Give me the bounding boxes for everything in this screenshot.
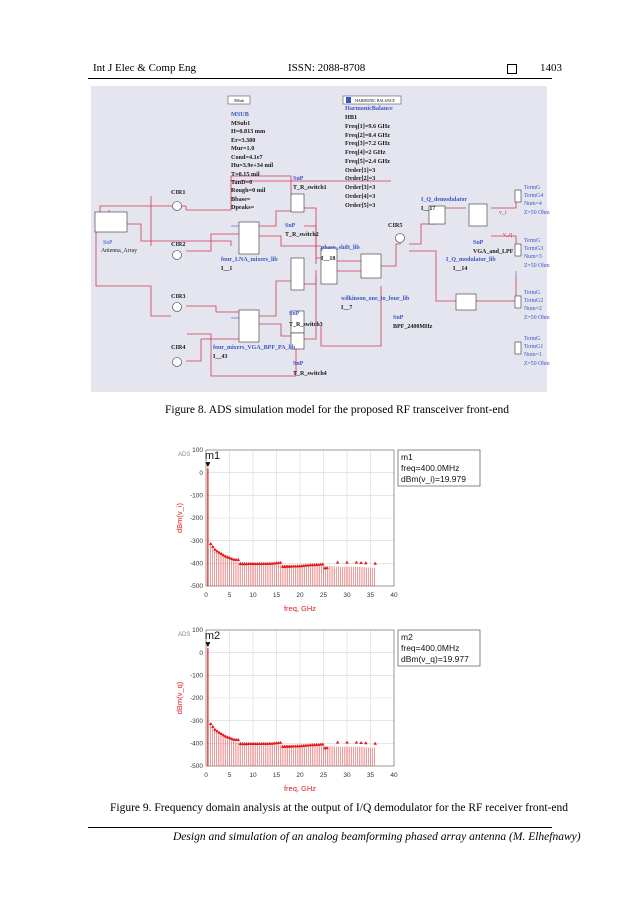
svg-text:Z=50 Ohm: Z=50 Ohm bbox=[524, 361, 550, 367]
y-tick-label: -200 bbox=[189, 695, 203, 703]
cir1-label: CIR1 bbox=[171, 189, 186, 196]
svg-text:HarmonicBalance: HarmonicBalance bbox=[345, 105, 393, 112]
spectrum-point bbox=[355, 561, 359, 564]
schematic-background bbox=[91, 86, 547, 392]
y-tick-label: 0 bbox=[199, 469, 203, 477]
svg-text:SnP: SnP bbox=[293, 361, 304, 367]
svg-text:Dpeaks=: Dpeaks= bbox=[231, 204, 255, 211]
spectrum-series bbox=[209, 542, 377, 586]
v-i-node: v_i bbox=[499, 210, 507, 216]
spectrum-point bbox=[359, 561, 363, 564]
svg-text:Bbase=: Bbase= bbox=[231, 196, 251, 203]
svg-text:T=0.15 mil: T=0.15 mil bbox=[231, 171, 260, 178]
x-tick-label: 10 bbox=[249, 592, 257, 599]
spectrum-point bbox=[325, 746, 329, 749]
x-tick-label: 35 bbox=[366, 592, 375, 599]
figure-8-schematic bbox=[91, 86, 550, 392]
svg-text:TermG: TermG bbox=[524, 290, 541, 296]
bpf-label: BPF_2400MHz bbox=[393, 324, 433, 330]
svg-text:SnP: SnP bbox=[293, 176, 304, 182]
marker-name: m2 bbox=[204, 630, 221, 642]
term4-name: TermG4 bbox=[524, 193, 544, 199]
v-q-node: v_q bbox=[503, 232, 512, 238]
svg-text:Freq[1]=9.6 GHz: Freq[1]=9.6 GHz bbox=[345, 123, 390, 130]
phase-shift-label: phase_shift_lib bbox=[321, 245, 360, 251]
svg-text:I__43: I__43 bbox=[213, 354, 228, 360]
svg-text:HARMONIC BALANCE: HARMONIC BALANCE bbox=[355, 99, 395, 103]
cir4-label: CIR4 bbox=[171, 344, 186, 351]
svg-text:Order[5]=3: Order[5]=3 bbox=[345, 202, 376, 209]
x-tick-label: 20 bbox=[296, 592, 304, 599]
svg-text:SnP: SnP bbox=[289, 311, 300, 317]
svg-text:MSub: MSub bbox=[234, 98, 244, 103]
cir2-label: CIR2 bbox=[171, 241, 186, 248]
svg-text:Freq[4]=2 GHz: Freq[4]=2 GHz bbox=[345, 149, 386, 156]
svg-text:MSUB: MSUB bbox=[231, 111, 249, 118]
svg-text:Z=50 Ohm: Z=50 Ohm bbox=[524, 315, 550, 321]
svg-text:I__17: I__17 bbox=[421, 206, 436, 212]
svg-text:SnP: SnP bbox=[285, 223, 296, 229]
svg-text:SnP: SnP bbox=[393, 315, 404, 321]
svg-text:Hu=3.9e+34 mil: Hu=3.9e+34 mil bbox=[231, 162, 274, 169]
svg-text:MSub1: MSub1 bbox=[231, 120, 251, 127]
cir5-label: CIR5 bbox=[388, 222, 403, 229]
running-footer: Design and simulation of an analog beamforming phased array antenna (M. Elhefnawy) bbox=[173, 831, 581, 843]
svg-text:HB1: HB1 bbox=[345, 114, 358, 121]
svg-text:Order[3]=3: Order[3]=3 bbox=[345, 184, 376, 191]
svg-text:TanD=0: TanD=0 bbox=[231, 179, 253, 186]
bpf-block bbox=[456, 294, 476, 310]
figure-9-caption: Figure 9. Frequency domain analysis at the output of I/Q demodulator for the RF receiver front-end bbox=[110, 802, 568, 814]
marker-readout-name: m1 bbox=[401, 452, 413, 462]
spectrum-point bbox=[355, 741, 359, 744]
switch4-label: T_R_switch4 bbox=[293, 371, 327, 377]
marker-readout-name: m2 bbox=[401, 632, 413, 642]
vga-lpf-label: VGA_and_LPF bbox=[473, 249, 514, 255]
spectrum-point bbox=[364, 741, 368, 744]
y-axis-label: dBm(v_q) bbox=[175, 681, 184, 715]
svg-text:Z=50 Ohm: Z=50 Ohm bbox=[524, 210, 550, 216]
svg-text:Freq[5]=2.4 GHz: Freq[5]=2.4 GHz bbox=[345, 158, 390, 165]
spectrum-point bbox=[345, 741, 349, 744]
spectrum-point bbox=[209, 722, 213, 725]
spectrum-point bbox=[213, 548, 217, 551]
y-tick-label: -300 bbox=[189, 717, 203, 725]
x-tick-label: 5 bbox=[227, 772, 232, 779]
x-axis-label: freq, GHz bbox=[283, 604, 317, 613]
spectrum-point bbox=[209, 542, 213, 545]
svg-text:Er=3.380: Er=3.380 bbox=[231, 137, 256, 144]
chart-v-q bbox=[160, 620, 500, 798]
figure-8-caption: Figure 8. ADS simulation model for the proposed RF transceiver front-end bbox=[165, 404, 509, 416]
x-tick-label: 40 bbox=[390, 592, 398, 599]
spectrum-point bbox=[345, 561, 349, 564]
y-tick-label: -300 bbox=[189, 537, 203, 545]
y-tick-label: 0 bbox=[199, 649, 203, 657]
wilkinson-label: wilkinson_one_to_four_lib bbox=[341, 296, 410, 302]
x-tick-label: 25 bbox=[319, 592, 328, 599]
svg-text:Order[4]=3: Order[4]=3 bbox=[345, 193, 376, 200]
spectrum-series bbox=[209, 722, 377, 766]
spectrum-point bbox=[336, 561, 340, 564]
marker-readout-freq: freq=400.0MHz bbox=[401, 643, 460, 653]
x-tick-label: 30 bbox=[343, 592, 351, 599]
y-tick-label: -100 bbox=[189, 492, 203, 500]
y-tick-label: 100 bbox=[192, 627, 203, 635]
y-tick-label: -400 bbox=[189, 740, 203, 748]
ads-tag: ADS bbox=[178, 452, 191, 458]
antenna-label: Antenna_Array bbox=[101, 248, 138, 254]
footer-rule bbox=[88, 827, 552, 828]
y-tick-label: -100 bbox=[189, 672, 203, 680]
svg-text:TermG: TermG bbox=[524, 336, 541, 342]
chart-v-i bbox=[160, 440, 500, 618]
switch1-label: T_R_switch1 bbox=[293, 185, 327, 191]
pa-label: four_mixers_VGA_BPF_PA_lib bbox=[213, 345, 296, 351]
svg-text:I__14: I__14 bbox=[453, 266, 468, 272]
svg-text:Cond=4.1e7: Cond=4.1e7 bbox=[231, 154, 263, 161]
spectrum-point bbox=[336, 741, 340, 744]
y-tick-label: -500 bbox=[189, 763, 203, 771]
svg-text:TermG: TermG bbox=[524, 238, 541, 244]
svg-text:Num=1: Num=1 bbox=[524, 352, 542, 358]
x-tick-label: 15 bbox=[272, 592, 281, 599]
x-tick-label: 0 bbox=[204, 772, 208, 779]
vga-lpf-block bbox=[469, 204, 487, 226]
x-tick-label: 25 bbox=[319, 772, 328, 779]
y-axis-label: dBm(v_i) bbox=[175, 502, 184, 534]
spectrum-point bbox=[321, 742, 325, 745]
marker-readout-value: dBm(v_i)=19.979 bbox=[401, 474, 466, 484]
spectrum-point bbox=[279, 561, 283, 564]
x-tick-label: 5 bbox=[227, 592, 232, 599]
svg-text:I__18: I__18 bbox=[321, 256, 336, 262]
term3-name: TermG3 bbox=[524, 246, 544, 252]
checkbox-square-icon bbox=[507, 64, 517, 74]
spectrum-point bbox=[211, 545, 215, 548]
svg-text:Rough=0 mil: Rough=0 mil bbox=[231, 187, 266, 194]
spectrum-point bbox=[321, 562, 325, 565]
wilkinson-block bbox=[361, 254, 381, 278]
spectrum-point bbox=[359, 741, 363, 744]
term1-name: TermG1 bbox=[524, 344, 544, 350]
svg-text:SnP: SnP bbox=[473, 240, 484, 246]
x-tick-label: 10 bbox=[249, 772, 257, 779]
phase-shift-block bbox=[321, 248, 337, 284]
term2-name: TermG2 bbox=[524, 298, 544, 304]
svg-text:Num=4: Num=4 bbox=[524, 201, 542, 207]
pa-block bbox=[239, 310, 259, 342]
spectrum-point bbox=[279, 741, 283, 744]
journal-name: Int J Elec & Comp Eng bbox=[93, 62, 196, 74]
svg-text:Num=3: Num=3 bbox=[524, 254, 542, 260]
svg-text:H=0.813 mm: H=0.813 mm bbox=[231, 128, 266, 135]
marker-readout-freq: freq=400.0MHz bbox=[401, 463, 460, 473]
cir3-label: CIR3 bbox=[171, 293, 186, 300]
x-tick-label: 20 bbox=[296, 772, 304, 779]
spectrum-point bbox=[211, 725, 215, 728]
x-tick-label: 15 bbox=[272, 772, 281, 779]
issn: ISSN: 2088-8708 bbox=[288, 62, 366, 74]
svg-text:I__1: I__1 bbox=[221, 266, 233, 272]
svg-text:TermG: TermG bbox=[524, 185, 541, 191]
header-rule bbox=[88, 78, 552, 79]
y-tick-label: 100 bbox=[192, 447, 203, 455]
x-axis-label: freq, GHz bbox=[283, 784, 317, 793]
y-tick-label: -500 bbox=[189, 583, 203, 591]
page-number: 1403 bbox=[540, 62, 562, 74]
iq-demodulator-label: I_Q_demodulator bbox=[421, 197, 468, 203]
svg-text:Mur=1.0: Mur=1.0 bbox=[231, 145, 255, 152]
svg-text:Freq[3]=7.2 GHz: Freq[3]=7.2 GHz bbox=[345, 140, 390, 147]
svg-text:Order[2]=3: Order[2]=3 bbox=[345, 175, 376, 182]
lna-mixers-label: four_LNA_mixers_lib bbox=[221, 257, 278, 263]
switch2-label: T_R_switch2 bbox=[285, 232, 319, 238]
iq-modulator-label: I_Q_modulator_lib bbox=[446, 257, 496, 263]
y-tick-label: -200 bbox=[189, 515, 203, 523]
svg-text:Z=50 Ohm: Z=50 Ohm bbox=[524, 263, 550, 269]
switch3-label: T_R_switch3 bbox=[289, 322, 323, 328]
x-tick-label: 40 bbox=[390, 772, 398, 779]
svg-text:Order[1]=3: Order[1]=3 bbox=[345, 167, 376, 174]
antenna-array-block bbox=[95, 212, 127, 232]
svg-text:Freq[2]=0.4 GHz: Freq[2]=0.4 GHz bbox=[345, 132, 390, 139]
marker-name: m1 bbox=[204, 450, 221, 462]
x-tick-label: 30 bbox=[343, 772, 351, 779]
spectrum-point bbox=[213, 728, 217, 731]
lna-mixers-block bbox=[239, 222, 259, 254]
spectrum-point bbox=[325, 566, 329, 569]
svg-text:Num=2: Num=2 bbox=[524, 306, 542, 312]
svg-text:SnP: SnP bbox=[103, 240, 113, 246]
ads-tag: ADS bbox=[178, 632, 191, 638]
x-tick-label: 0 bbox=[204, 592, 208, 599]
y-tick-label: -400 bbox=[189, 560, 203, 568]
marker-readout-value: dBm(v_q)=19.977 bbox=[401, 654, 469, 664]
spectrum-point bbox=[364, 561, 368, 564]
x-tick-label: 35 bbox=[366, 772, 375, 779]
svg-text:I__7: I__7 bbox=[341, 305, 353, 311]
